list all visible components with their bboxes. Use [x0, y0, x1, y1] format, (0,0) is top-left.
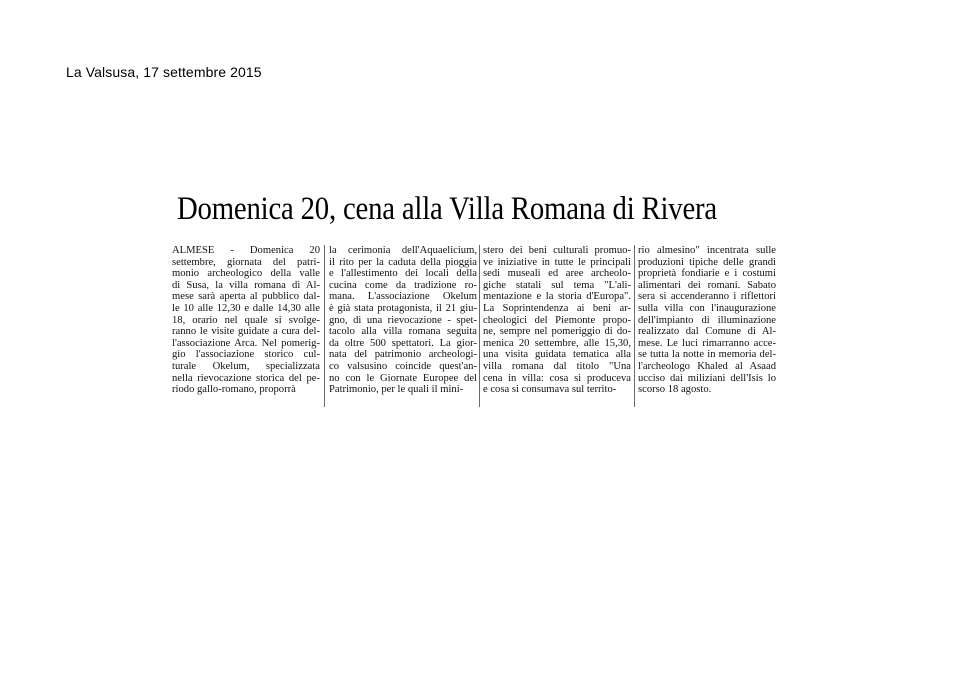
column-divider [634, 245, 635, 407]
article-text-line: cena in villa: cosa si produceva [483, 372, 631, 384]
article-text-line: ranno le visite guidate a cura del- [172, 326, 320, 338]
article-text-line: mese. Le luci rimarranno acce- [638, 337, 776, 349]
article-text-line: se tutta la notte in memoria del- [638, 349, 776, 361]
article-text-line: da oltre 500 spettatori. La gior- [329, 337, 477, 349]
article-text-line: ne, sempre nel pomeriggio di do- [483, 326, 631, 338]
article-text-line: di Susa, la villa romana di Al- [172, 279, 320, 291]
newspaper-clipping [172, 190, 776, 422]
article-text-line: proprietà fondiarie e i costumi [638, 268, 776, 280]
article-text-line: e cosa si consumava sul territo- [483, 384, 617, 396]
article-text-line: riodo gallo-romano, proporrà [172, 384, 296, 396]
article-text-line: nella rievocazione storica del pe- [172, 372, 320, 384]
article-text-line: gno, di una rievocazione - spet- [329, 314, 477, 326]
article-text-line: dell'impianto di illuminazione [638, 314, 776, 326]
article-text-line: no con le Giornate Europee del [329, 372, 477, 384]
article-text-line: monio archeologico della valle [172, 268, 320, 280]
article-text-line: il rito per la caduta della pioggia [329, 256, 477, 268]
publication-source-line: La Valsusa, 17 settembre 2015 [66, 64, 262, 80]
article-text-line: alimentari dei romani. Sabato [638, 279, 776, 291]
article-text-line: stero dei beni culturali promuo- [483, 245, 631, 256]
column-divider [479, 245, 480, 407]
article-column-2 [329, 245, 477, 396]
article-text-line: mentazione e la storia d'Europa". [483, 291, 631, 303]
article-text-line: scorso 18 agosto. [638, 384, 712, 396]
article-text-line: gio l'associazione storico cul- [172, 349, 320, 361]
article-text-line: mese sarà aperta al pubblico dal- [172, 291, 320, 303]
article-text-line: turale Okelum, specializzata [172, 360, 320, 372]
column-divider [324, 245, 325, 407]
article-text-line: villa romana dal titolo "Una [483, 360, 631, 372]
article-text-line: rio almesino" incentrata sulle [638, 245, 776, 256]
article-column-4 [638, 245, 776, 396]
article-text-line: una visita guidata tematica alla [483, 349, 631, 361]
article-text-line: cucina come da tradizione ro- [329, 279, 477, 291]
article-headline: Domenica 20, cena alla Villa Romana di Rivera [177, 191, 718, 227]
article-text-line: ALMESE - Domenica 20 [172, 245, 320, 256]
article-text-line: realizzato dal Comune di Al- [638, 326, 776, 338]
article-text-line: e l'allestimento dei locali della [329, 268, 477, 280]
article-text-line: nata del patrimonio archeologi- [329, 349, 477, 361]
article-text-line: giche statali sul tema "L'ali- [483, 279, 631, 291]
article-text-line: produzioni tipiche delle grandi [638, 256, 776, 268]
article-text-line: ve iniziative in tutte le principali [483, 256, 631, 268]
article-text-line: 18, orario nel quale si svolge- [172, 314, 320, 326]
article-text-line: è già stata protagonista, il 21 giu- [329, 302, 477, 314]
article-text-line: l'archeologo Khaled al Asaad [638, 360, 776, 372]
article-text-line: sera si accenderanno i riflettori [638, 291, 776, 303]
article-text-line: ucciso dai miliziani dell'Isis lo [638, 372, 776, 384]
article-text-line: sulla villa con l'inaugurazione [638, 302, 776, 314]
article-text-line: mana. L'associazione Okelum [329, 291, 477, 303]
article-text-line: co valsusino coincide quest'an- [329, 360, 477, 372]
article-text-line: le 10 alle 12,30 e dalle 14,30 alle [172, 302, 320, 314]
article-text-line: la cerimonia dell'Aquaelicium, [329, 245, 477, 256]
article-text-line: La Soprintendenza ai beni ar- [483, 302, 631, 314]
article-text-line: settembre, giornata del patri- [172, 256, 320, 268]
article-text-line: cheologici del Piemonte propo- [483, 314, 631, 326]
article-column-3 [483, 245, 631, 396]
article-text-line: tacolo alla villa romana seguita [329, 326, 477, 338]
article-text-line: Patrimonio, per le quali il mini- [329, 384, 464, 396]
article-column-1 [172, 245, 320, 396]
article-text-line: menica 20 settembre, alle 15,30, [483, 337, 631, 349]
article-text-line: sedi museali ed aree archeolo- [483, 268, 631, 280]
article-text-line: l'associazione Arca. Nel pomerig- [172, 337, 320, 349]
